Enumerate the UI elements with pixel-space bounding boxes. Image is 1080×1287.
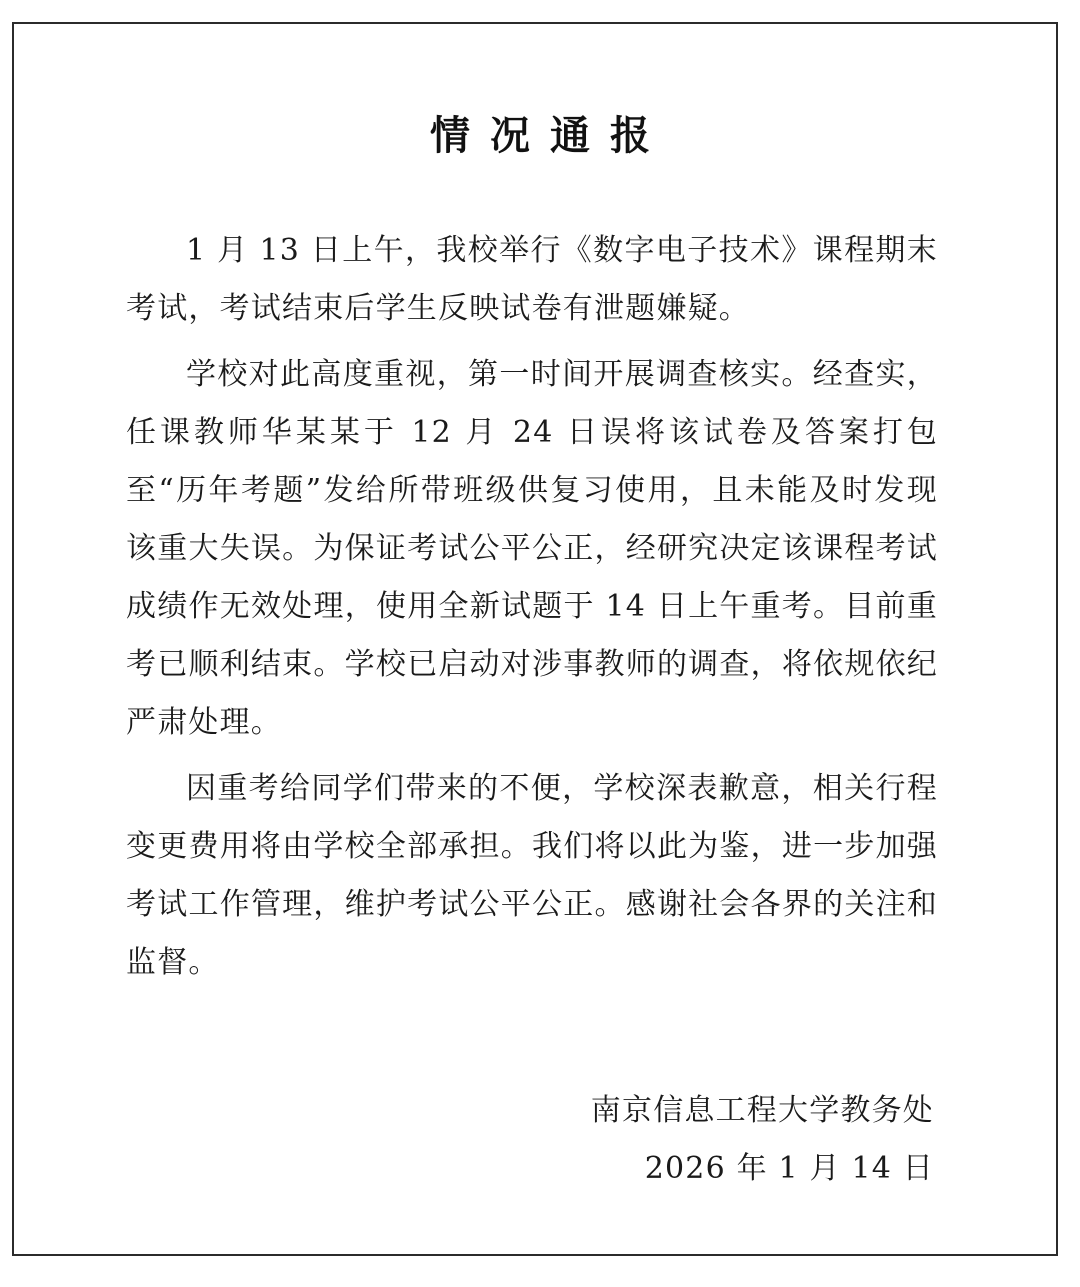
document-body bbox=[126, 222, 938, 1000]
issuer-name: 南京信息工程大学教务处 bbox=[590, 1093, 934, 1128]
document-title: 情况通报 bbox=[430, 113, 670, 159]
signature-block bbox=[434, 1082, 934, 1198]
paragraph-1: 1 月 13 日上午，我校举行《数字电子技术》课程期末考试，考试结束后学生反映试卷有泄题嫌疑。 bbox=[126, 233, 938, 326]
paragraph-2: 学校对此高度重视，第一时间开展调查核实。经查实，任课教师华某某于 12 月 24 日误将该试卷及答案打包至“历年考题”发给所带班级供复习使用，且未能及时发现该重大失误。为保证考试公平公正，经研究决定该课程考试成绩作无效处理，使用全新试题于 14 日上午重考。目前重考已顺利结束。学校已启动对涉事教师的调查，将依规依纪严肃处理。 bbox=[126, 357, 938, 740]
paragraph-3: 因重考给同学们带来的不便，学校深表歉意，相关行程变更费用将由学校全部承担。我们将以此为鉴，进一步加强考试工作管理，维护考试公平公正。感谢社会各界的关注和监督。 bbox=[126, 771, 938, 980]
issue-date: 2026 年 1 月 14 日 bbox=[644, 1151, 934, 1186]
